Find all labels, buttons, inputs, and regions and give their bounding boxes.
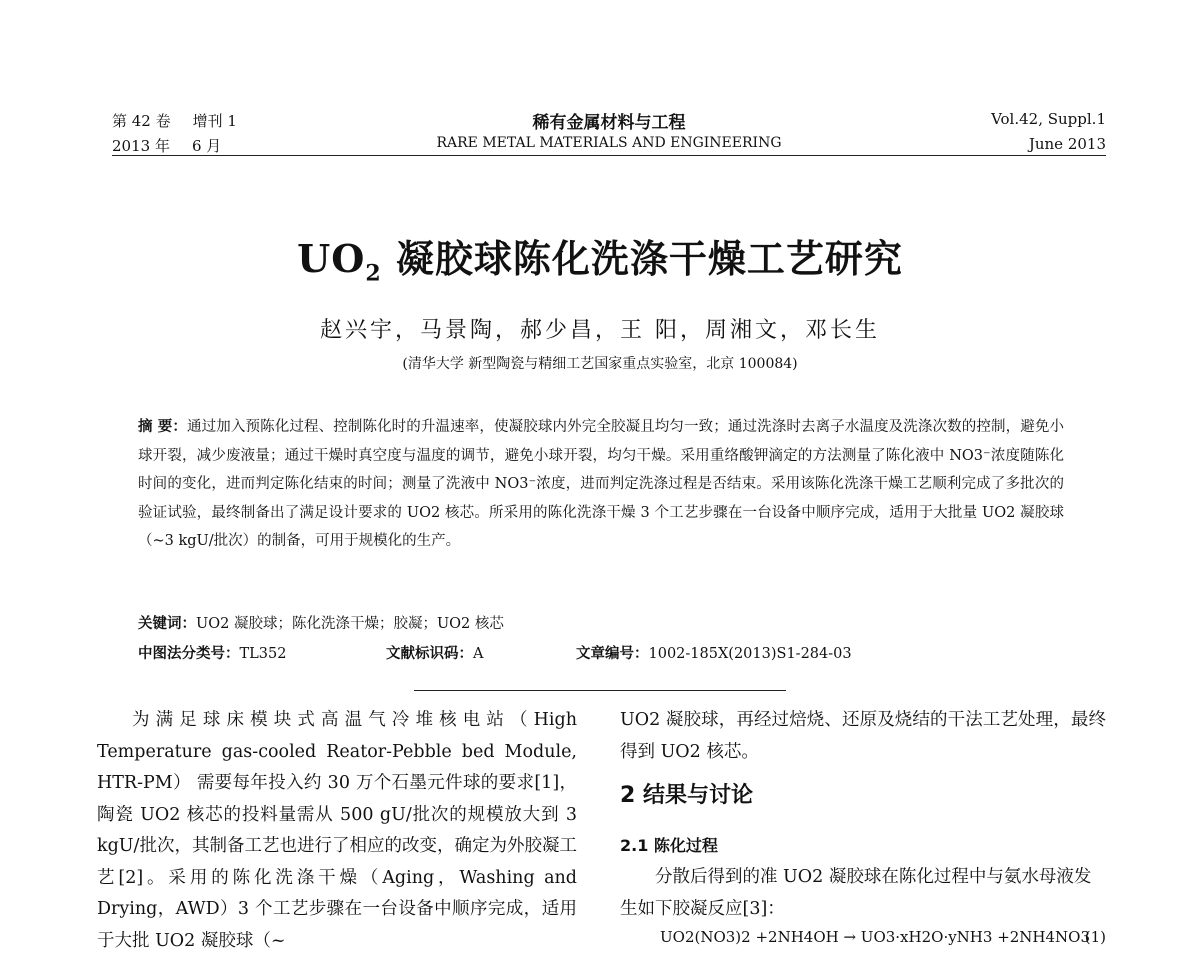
abstract-text: 通过加入预陈化过程、控制陈化时的升温速率，使凝胶球内外完全胶凝且均匀一致；通过洗涤时去离子水温度及洗涤次数的控制，避免小球开裂，减少废液量；通过干燥时真空度与温度的调节，避免小球开裂，均匀干燥。采用重络酸钾滴定的方法测量了陈化液中 NO3⁻浓度随陈化时间的变化，进而判定陈化结束的时间；测量了洗液中 NO3⁻浓度，进而判定洗涤过程是否结束。采用该陈化洗涤干燥工艺顺利完成了多批次的验证试验，最终制备出了满足设计要求的 UO2 核芯。所采用的陈化洗涤干燥 3 个工艺步骤在一台设备中顺序完成，适用于大批量 UO2 凝胶球（~3 kgU/批次）的制备，可用于规模化的生产。 — [138, 419, 1064, 549]
clc-value: TL352 — [239, 646, 287, 662]
article-number: 1002-185X(2013)S1-284-03 — [648, 646, 852, 662]
doccode-block — [386, 642, 483, 663]
abstract-label: 摘 要： — [138, 419, 188, 435]
title-pre: UO — [297, 236, 366, 281]
doccode-label: 文献标识码： — [386, 646, 473, 662]
keywords-label: 关键词： — [138, 616, 196, 632]
header-rule — [112, 155, 1106, 156]
header-date-en: June 2013 — [1028, 135, 1106, 153]
authors: 赵兴宇，马景陶，郝少昌，王 阳，周湘文，邓长生 — [320, 318, 880, 343]
keywords-line — [138, 612, 504, 633]
journal-title-en: RARE METAL MATERIALS AND ENGINEERING — [436, 135, 782, 151]
equation-number: (1) — [1084, 928, 1106, 946]
header-issue: 增刊 1 — [192, 112, 237, 130]
equation-line — [660, 928, 1106, 946]
header-year: 2013 年 — [112, 137, 170, 155]
keywords: UO2 凝胶球；陈化洗涤干燥；胶凝；UO2 核芯 — [196, 616, 504, 632]
title-post: 凝胶球陈化洗涤干燥工艺研究 — [381, 236, 903, 281]
abstract — [138, 413, 1064, 556]
header-month: 6 月 — [191, 137, 222, 155]
clc-label: 中图法分类号： — [138, 646, 240, 662]
article-block — [576, 642, 852, 663]
header-volume: 第 42 卷 — [112, 112, 171, 130]
equation: UO2(NO3)2 +2NH4OH → UO3·xH2O·yNH3 +2NH4NO3 — [660, 928, 1091, 946]
header-vol-en: Vol.42, Suppl.1 — [991, 110, 1106, 128]
title-sub: 2 — [365, 260, 382, 287]
paper-title — [0, 228, 1200, 287]
subsection-heading: 2.1 陈化过程 — [620, 836, 718, 855]
aging-paragraph: 分散后得到的准 UO2 凝胶球在陈化过程中与氨水母液发生如下胶凝反应[3]： — [620, 867, 1092, 919]
section-heading: 2 结果与讨论 — [620, 783, 753, 808]
affiliation: (清华大学 新型陶瓷与精细工艺国家重点实验室，北京 100084) — [402, 356, 798, 372]
intro-paragraph: 为满足球床模块式高温气冷堆核电站（High Temperature gas-cooled Reator-Pebble bed Module, HTR-PM） 需要每年投入约 30 万个石墨元件球的要求[1]，陶瓷 UO2 核芯的投料量需从 500 gU/批次的规模放大到 3 kgU/批次，其制备工艺也进行了相应的改变，确定为外胶凝工艺[2]。采用的陈化洗涤干燥（Aging，Washing and Drying，AWD）3 个工艺步骤在一台设备中顺序完成，适用于大批 UO2 凝胶球（~ — [97, 710, 577, 951]
article-label: 文章编号： — [576, 646, 649, 662]
clc-block — [138, 642, 286, 663]
body-right-column — [620, 705, 1106, 768]
body-left-column — [97, 705, 577, 957]
journal-title-cn: 稀有金属材料与工程 — [532, 113, 686, 133]
right-top-paragraph: UO2 凝胶球，再经过焙烧、还原及烧结的干法工艺处理，最终得到 UO2 核芯。 — [620, 710, 1106, 762]
doccode-value: A — [473, 646, 484, 662]
section-separator — [414, 690, 786, 691]
running-header — [112, 108, 1106, 156]
